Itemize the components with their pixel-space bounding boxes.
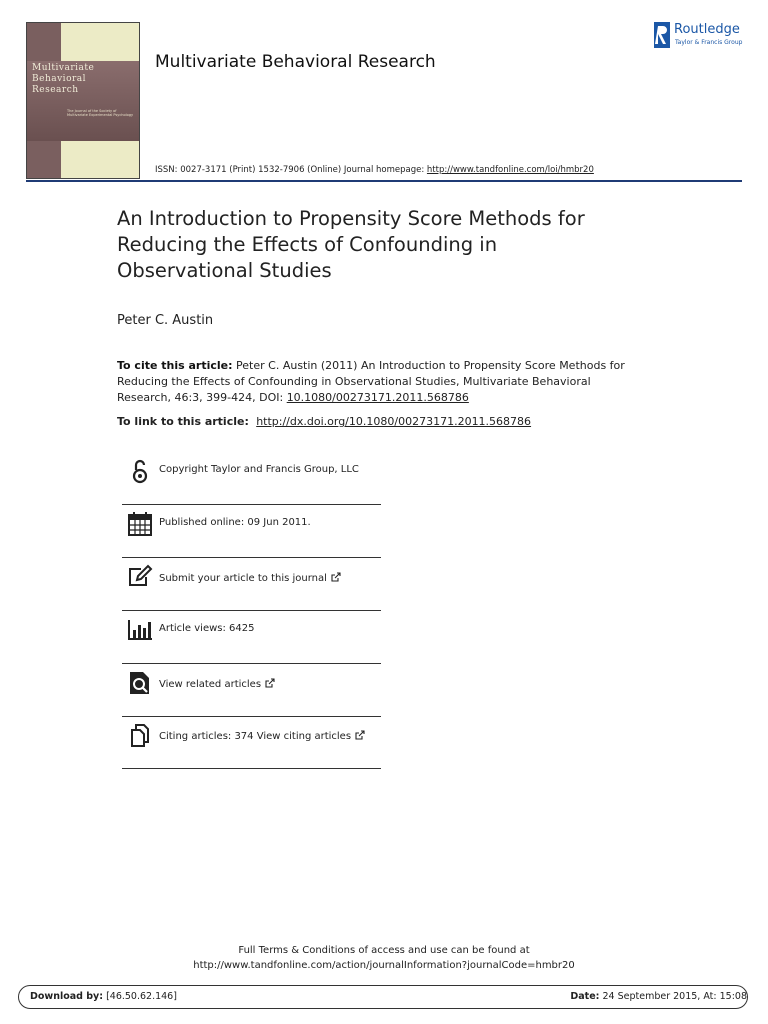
edit-pencil-icon: [127, 564, 153, 590]
cover-line-3: Research: [32, 85, 79, 95]
journal-cover-image: [26, 22, 140, 179]
routledge-r-icon: [654, 22, 670, 48]
bar-chart-icon: [127, 617, 153, 643]
cover-line-1: Multivariate: [32, 63, 95, 73]
copyright-text: Copyright Taylor and Francis Group, LLC: [159, 464, 359, 475]
issn-line: [155, 165, 594, 175]
terms-url[interactable]: http://www.tandfonline.com/action/journalInformation?journalCode=hmbr20: [193, 960, 575, 971]
citing-text: Citing articles: 374 View citing articles: [159, 731, 352, 742]
external-link-icon: [265, 678, 275, 688]
publisher-name: Routledge: [674, 22, 740, 37]
terms-line-1: Full Terms & Conditions of access and use can be found at: [238, 945, 530, 956]
external-link-icon: [355, 730, 365, 740]
cover-title: [32, 63, 137, 96]
publisher-tagline: Taylor & Francis Group: [675, 39, 743, 46]
cite-label: To cite this article:: [117, 359, 233, 372]
doi-link[interactable]: 10.1080/00273171.2011.568786: [286, 391, 469, 404]
related-text: View related articles: [159, 679, 262, 690]
download-label: Download by:: [30, 991, 104, 1002]
cite-text: Peter C. Austin (2011) An Introduction to Propensity Score Methods for Reducing the Effects of Confounding in Observational Studies, Multivariate Behavioral Research, 46:3, 399-424, DOI:: [117, 359, 625, 404]
journal-homepage-link[interactable]: http://www.tandfonline.com/loi/hmbr20: [426, 165, 594, 175]
citation-block: [117, 358, 637, 406]
info-row-views: [122, 611, 381, 664]
download-footer: [18, 985, 748, 1009]
citing-documents-icon: [127, 722, 153, 748]
info-row-submit[interactable]: [122, 558, 381, 611]
related-articles-link[interactable]: [159, 678, 275, 690]
issn-text: ISSN: 0027-3171 (Print) 1532-7906 (Online) Journal homepage:: [155, 165, 427, 175]
link-label: To link to this article:: [117, 415, 253, 428]
date-info: [570, 991, 747, 1002]
views-text: Article views: 6425: [159, 623, 255, 634]
calendar-icon: [127, 511, 153, 537]
published-text: Published online: 09 Jun 2011.: [159, 517, 311, 528]
info-row-citing[interactable]: [122, 716, 381, 769]
terms-notice: [0, 943, 768, 973]
citing-articles-link[interactable]: [159, 730, 365, 742]
info-row-published: [122, 505, 381, 558]
cover-subtitle: The Journal of the Society of Multivariate Experimental Psychology: [67, 109, 134, 117]
date-label: Date:: [570, 991, 600, 1002]
info-row-related[interactable]: [122, 664, 381, 717]
download-ip: [46.50.62.146]: [103, 991, 177, 1002]
author-name: Peter C. Austin: [117, 313, 214, 328]
submit-text: Submit your article to this journal: [159, 573, 327, 584]
external-link-icon: [331, 572, 341, 582]
download-info: [30, 991, 177, 1002]
article-title: An Introduction to Propensity Score Methods for Reducing the Effects of Confounding in Observational Studies: [117, 207, 585, 282]
article-link-line: [117, 415, 531, 428]
open-access-lock-icon: [127, 458, 153, 484]
article-url-link[interactable]: http://dx.doi.org/10.1080/00273171.2011.568786: [256, 415, 532, 428]
submit-article-link[interactable]: [159, 572, 341, 584]
journal-title: Multivariate Behavioral Research: [155, 52, 436, 72]
date-value: 24 September 2015, At: 15:08: [599, 991, 747, 1002]
info-row-copyright: [122, 452, 381, 505]
related-search-icon: [127, 670, 153, 696]
cover-line-2: Behavioral: [32, 74, 87, 84]
header-divider: [26, 180, 742, 182]
